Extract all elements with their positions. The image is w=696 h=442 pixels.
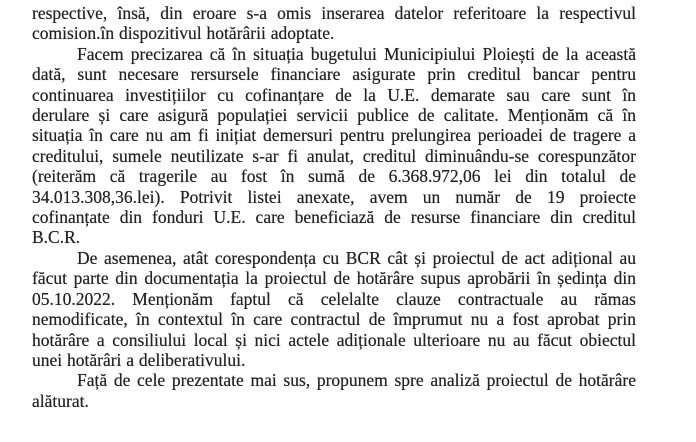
text-line: continuarea investițiilor cu cofinanțare de la U.E. demarate sau care sunt în bbox=[32, 84, 636, 105]
text-line: respective, însă, din eroare s-a omis inserarea datelor referitoare la respectivul bbox=[32, 3, 636, 23]
document-text bbox=[32, 3, 636, 411]
text-line: 05.10.2022. Menționăm faptul că celelalte clauze contractuale au rămas bbox=[32, 288, 636, 309]
paragraph-2 bbox=[32, 44, 636, 248]
text-line: De asemenea, atât corespondența cu BCR cât și proiectul de act adițional au bbox=[77, 247, 636, 268]
paragraph-4 bbox=[32, 370, 636, 411]
text-line: dată, sunt necesare rersursele financiare asigurate prin creditul bancar pentru bbox=[32, 64, 636, 85]
text-line: cofinanțate din fonduri U.E. care beneficiază de resurse financiare din creditul bbox=[32, 207, 636, 228]
text-line: B.C.R. bbox=[32, 227, 81, 248]
text-line: situația în care nu am fi inițiat demersuri pentru prelungirea perioadei de tragere a bbox=[32, 125, 636, 146]
text-line: 34.013.308,36.lei). Potrivit listei anexate, avem un număr de 19 proiecte bbox=[32, 186, 636, 207]
text-line: hotărâre a consiliului local și nici actele adiționale ulterioare nu au făcut obiectul bbox=[32, 329, 636, 350]
paragraph-3 bbox=[32, 248, 636, 370]
text-line: alăturat. bbox=[32, 390, 89, 411]
text-line: creditului, sumele neutilizate s-ar fi anulat, creditul diminuându-se corespunzător bbox=[32, 145, 636, 166]
text-line: Facem precizarea că în situația bugetului Municipiului Ploiești de la această bbox=[77, 43, 636, 64]
paragraph-1 bbox=[32, 3, 636, 44]
text-line: unei hotărâri a deliberativului. bbox=[32, 349, 246, 370]
text-line: Față de cele prezentate mai sus, propunem spre analiză proiectul de hotărâre bbox=[77, 370, 636, 391]
text-line: (reiterăm că tragerile au fost în sumă de 6.368.972,06 lei din totalul de bbox=[32, 166, 636, 187]
text-line: derulare și care asigură populației servicii publice de calitate. Menționăm că în bbox=[32, 105, 636, 126]
text-line: făcut parte din documentația la proiectul de hotărâre supus aprobării în ședința din bbox=[32, 268, 636, 289]
text-line: comision.în dispozitivul hotărârii adoptate. bbox=[32, 23, 335, 44]
text-line: nemodificate, în contextul în care contractul de împrumut nu a fost aprobat prin bbox=[32, 309, 636, 330]
